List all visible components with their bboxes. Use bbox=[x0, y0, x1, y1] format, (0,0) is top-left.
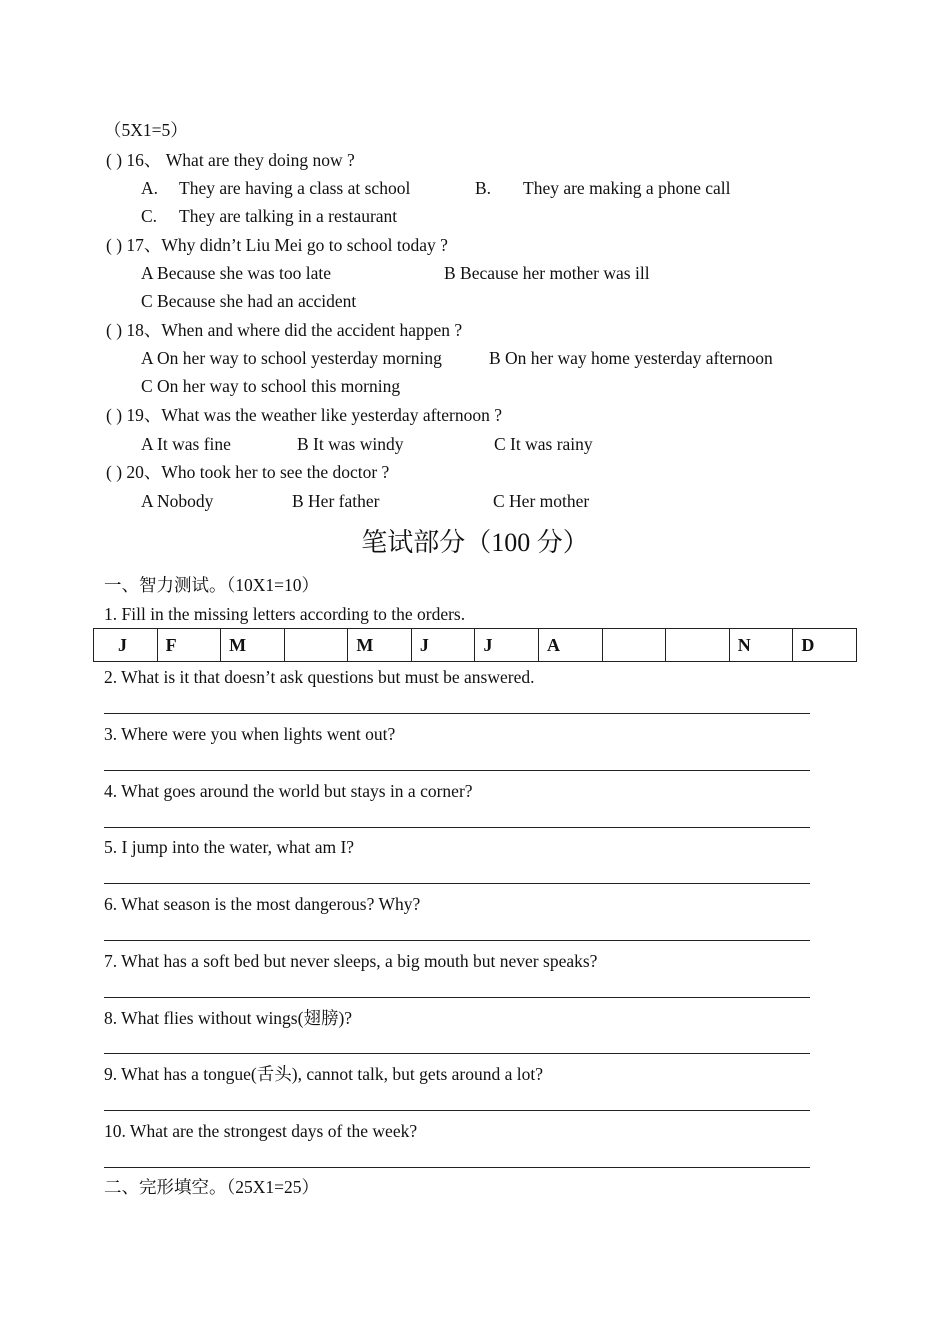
letter-cell: A bbox=[539, 629, 603, 662]
q16-option-a-key: A. bbox=[141, 178, 159, 198]
q16-option-c-key: C. bbox=[141, 206, 158, 226]
question-6: 6. What season is the most dangerous? Why? bbox=[104, 894, 421, 914]
q20-option-a: A Nobody bbox=[141, 491, 214, 511]
section-1-heading: 一、智力测试。（10X1=10） bbox=[104, 575, 320, 595]
letter-cell: J bbox=[475, 629, 539, 662]
question-19: ( ) 19、What was the weather like yesterday afternoon ? bbox=[106, 405, 503, 425]
q16-option-b: They are making a phone call bbox=[523, 178, 731, 198]
letter-cell: F bbox=[157, 629, 221, 662]
letter-cell: M bbox=[221, 629, 285, 662]
letter-cell: D bbox=[793, 629, 857, 662]
answer-line[interactable] bbox=[104, 883, 810, 884]
q19-option-c: C It was rainy bbox=[494, 434, 593, 454]
question-18: ( ) 18、When and where did the accident happen ? bbox=[106, 320, 463, 340]
answer-line[interactable] bbox=[104, 1053, 810, 1054]
question-3: 3. Where were you when lights went out? bbox=[104, 724, 396, 744]
answer-line[interactable] bbox=[104, 770, 810, 771]
q17-option-b: B Because her mother was ill bbox=[444, 263, 650, 283]
answer-line[interactable] bbox=[104, 940, 810, 941]
answer-line[interactable] bbox=[104, 997, 810, 998]
letter-blank[interactable] bbox=[602, 629, 666, 662]
letter-cell: M bbox=[348, 629, 412, 662]
question-2: 2. What is it that doesn’t ask questions but must be answered. bbox=[104, 667, 535, 687]
q19-option-a: A It was fine bbox=[141, 434, 231, 454]
question-17: ( ) 17、Why didn’t Liu Mei go to school today ? bbox=[106, 235, 448, 255]
question-16: ( ) 16、 What are they doing now ? bbox=[106, 150, 355, 170]
letter-cell: N bbox=[729, 629, 793, 662]
score-note: （5X1=5） bbox=[104, 120, 188, 140]
question-9: 9. What has a tongue(舌头), cannot talk, but gets around a lot? bbox=[104, 1064, 544, 1084]
question-4: 4. What goes around the world but stays in a corner? bbox=[104, 781, 473, 801]
question-20: ( ) 20、Who took her to see the doctor ? bbox=[106, 462, 390, 482]
q16-option-c: They are talking in a restaurant bbox=[179, 206, 398, 226]
q17-option-a: A Because she was too late bbox=[141, 263, 332, 283]
question-10: 10. What are the strongest days of the week? bbox=[104, 1121, 418, 1141]
q20-option-b: B Her father bbox=[292, 491, 380, 511]
question-7: 7. What has a soft bed but never sleeps, a big mouth but never speaks? bbox=[104, 951, 598, 971]
written-section-title: 笔试部分（100 分） bbox=[361, 528, 589, 557]
question-1: 1. Fill in the missing letters according to the orders. bbox=[104, 604, 466, 624]
answer-line[interactable] bbox=[104, 713, 810, 714]
section-2-heading: 二、完形填空。（25X1=25） bbox=[104, 1177, 320, 1197]
letter-cell: J bbox=[94, 629, 158, 662]
letter-blank[interactable] bbox=[666, 629, 730, 662]
q20-option-c: C Her mother bbox=[493, 491, 590, 511]
question-5: 5. I jump into the water, what am I? bbox=[104, 837, 355, 857]
letter-blank[interactable] bbox=[284, 629, 348, 662]
answer-line[interactable] bbox=[104, 1110, 810, 1111]
q18-option-c: C On her way to school this morning bbox=[141, 376, 401, 396]
q16-option-a: They are having a class at school bbox=[179, 178, 411, 198]
q18-option-a: A On her way to school yesterday morning bbox=[141, 348, 442, 368]
q18-option-b: B On her way home yesterday afternoon bbox=[489, 348, 773, 368]
letter-cell: J bbox=[411, 629, 475, 662]
q19-option-b: B It was windy bbox=[297, 434, 404, 454]
answer-line[interactable] bbox=[104, 1167, 810, 1168]
letters-table bbox=[93, 628, 857, 662]
q16-option-b-key: B. bbox=[475, 178, 492, 198]
q17-option-c: C Because she had an accident bbox=[141, 291, 357, 311]
answer-line[interactable] bbox=[104, 827, 810, 828]
question-8: 8. What flies without wings(翅膀)? bbox=[104, 1008, 353, 1028]
